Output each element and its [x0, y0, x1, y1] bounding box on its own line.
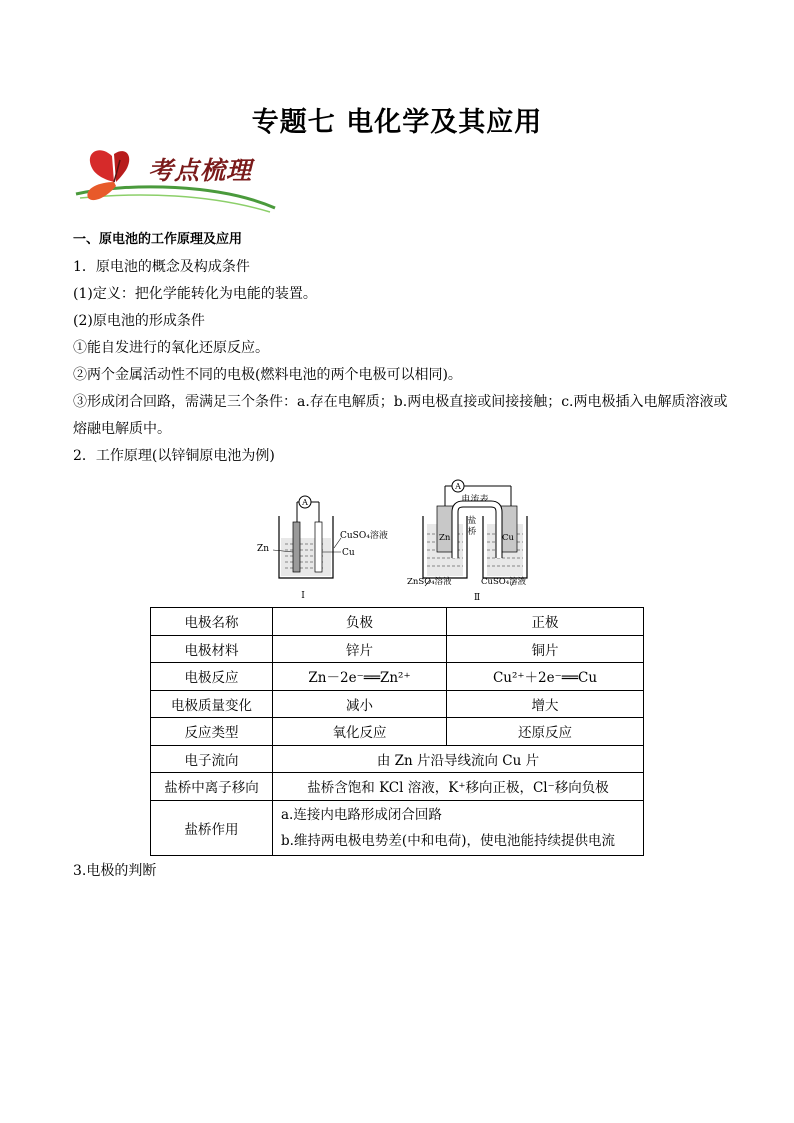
ammeter-label: 电流表 [461, 495, 489, 505]
cuso4-label-1: CuSO₄溶液 [340, 531, 388, 541]
table-cell: Zn－2e⁻══Zn²⁺ [273, 663, 447, 691]
table-cell: 锌片 [273, 635, 447, 663]
salt-bridge-role-b: b.维持两电极电势差(中和电荷)，使电池能持续提供电流 [281, 832, 615, 849]
table-cell: 盐桥含饱和 KCl 溶液，K⁺移向正极，Cl⁻移向负极 [273, 773, 644, 801]
item-heading-3: 3.电极的判断 [73, 863, 157, 879]
definition-text: (1)定义：把化学能转化为电能的装置。 [73, 286, 317, 302]
table-cell: 反应类型 [151, 718, 273, 746]
ammeter-symbol: A [302, 498, 308, 507]
page-title: 专题七 电化学及其应用 [251, 107, 543, 138]
table-row [151, 800, 644, 855]
table-cell: 电极反应 [151, 663, 273, 691]
table-cell: 电子流向 [151, 745, 273, 773]
table-cell: 减小 [273, 690, 447, 718]
table-cell: 盐桥中离子移向 [151, 773, 273, 801]
cell-two-diagram [407, 480, 527, 603]
zn-label-1: Zn [257, 544, 270, 554]
salt-bridge-role-a: a.连接内电路形成闭合回路 [281, 806, 442, 823]
condition-1: ①能自发进行的氧化还原反应。 [73, 340, 269, 356]
table-row [151, 663, 644, 691]
cell-two-label: Ⅱ [473, 593, 481, 603]
condition-2: ②两个金属活动性不同的电极(燃料电池的两个电极可以相同)。 [73, 367, 462, 383]
table-row [151, 690, 644, 718]
table-cell: 铜片 [447, 635, 644, 663]
table-cell: 电极名称 [151, 608, 273, 636]
condition-3: ③形成闭合回路，需满足三个条件：a.存在电解质；b.两电极直接或间接接触；c.两电极插入电解质溶液或 [73, 394, 728, 410]
table-row [151, 773, 644, 801]
logo-text: 考点梳理 [148, 156, 253, 185]
table-cell: 还原反应 [447, 718, 644, 746]
table-cell: 由 Zn 片沿导线流向 Cu 片 [273, 745, 644, 773]
table-cell [273, 800, 644, 855]
comparison-table [150, 607, 644, 856]
znso4-label: ZnSO₄溶液 [407, 577, 452, 587]
salt-bridge-label-1: 盐 [467, 516, 477, 526]
table-cell: 盐桥作用 [151, 800, 273, 855]
cu-label-2: Cu [502, 533, 514, 543]
section-logo [70, 142, 280, 217]
salt-bridge-label-2: 桥 [467, 527, 477, 537]
zn-label-2: Zn [439, 533, 451, 543]
table-cell: 负极 [273, 608, 447, 636]
cu-label-1: Cu [342, 548, 355, 558]
condition-3-cont: 熔融电解质中。 [73, 421, 171, 437]
item-heading-2: 2．工作原理(以锌铜原电池为例) [73, 448, 275, 464]
table-row [151, 745, 644, 773]
condition-heading: (2)原电池的形成条件 [73, 313, 205, 329]
table-row [151, 635, 644, 663]
table-cell: Cu²⁺＋2e⁻══Cu [447, 663, 644, 691]
galvanic-cell-figure [255, 478, 545, 606]
cell-one-label: Ⅰ [301, 591, 305, 601]
section-heading: 一、原电池的工作原理及应用 [73, 232, 243, 247]
table-row [151, 718, 644, 746]
table-cell: 正极 [447, 608, 644, 636]
table-row [151, 608, 644, 636]
table-cell: 电极材料 [151, 635, 273, 663]
item-heading: 1．原电池的概念及构成条件 [73, 259, 250, 275]
table-cell: 电极质量变化 [151, 690, 273, 718]
table-cell: 氧化反应 [273, 718, 447, 746]
cuso4-label-2: CuSO₄溶液 [481, 577, 527, 587]
svg-text:A: A [455, 482, 461, 491]
table-cell: 增大 [447, 690, 644, 718]
cell-one-diagram [257, 496, 388, 601]
